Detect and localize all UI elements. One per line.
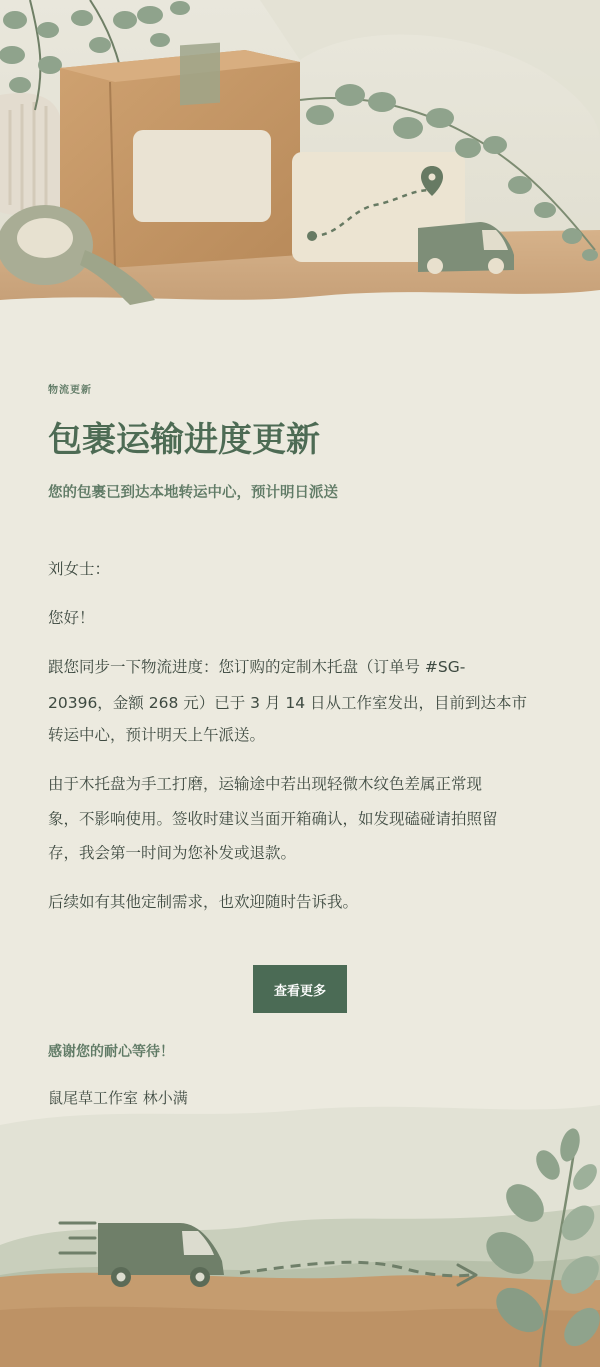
page-subtitle: 您的包裹已到达本地转运中心，预计明日派送	[48, 485, 338, 501]
eyebrow-label: 物流更新	[48, 385, 92, 396]
paragraph-line: 转运中心，预计明天上午派送。	[48, 726, 266, 744]
hero-illustration	[0, 0, 600, 345]
page-title: 包裹运输进度更新	[48, 420, 320, 460]
paragraph-followup: 后续如有其他定制需求，也欢迎随时告诉我。	[48, 893, 359, 911]
paragraph-line: 存，我会第一时间为您补发或退款。	[48, 844, 297, 862]
package-box	[60, 43, 300, 268]
signature: 鼠尾草工作室 林小满	[48, 1089, 188, 1107]
footer-illustration	[0, 1105, 600, 1367]
paragraph-line: 由于木托盘为手工打磨，运输途中若出现轻微木纹色差属正常现	[48, 775, 483, 793]
vase	[0, 93, 62, 215]
hello-line: 您好！	[48, 609, 95, 627]
view-more-button[interactable]: 查看更多	[253, 965, 347, 1013]
paragraph-line: 跟您同步一下物流进度：您订购的定制木托盘（订单号 #SG-	[48, 658, 466, 676]
greeting: 刘女士：	[48, 560, 111, 578]
paragraph-line: 象，不影响使用。签收时建议当面开箱确认，如发现磕碰请拍照留	[48, 810, 498, 828]
thanks-line: 感谢您的耐心等待！	[48, 1044, 174, 1060]
paragraph-line: 20396，金额 268 元）已于 3 月 14 日从工作室发出，目前到达本市	[48, 694, 528, 712]
